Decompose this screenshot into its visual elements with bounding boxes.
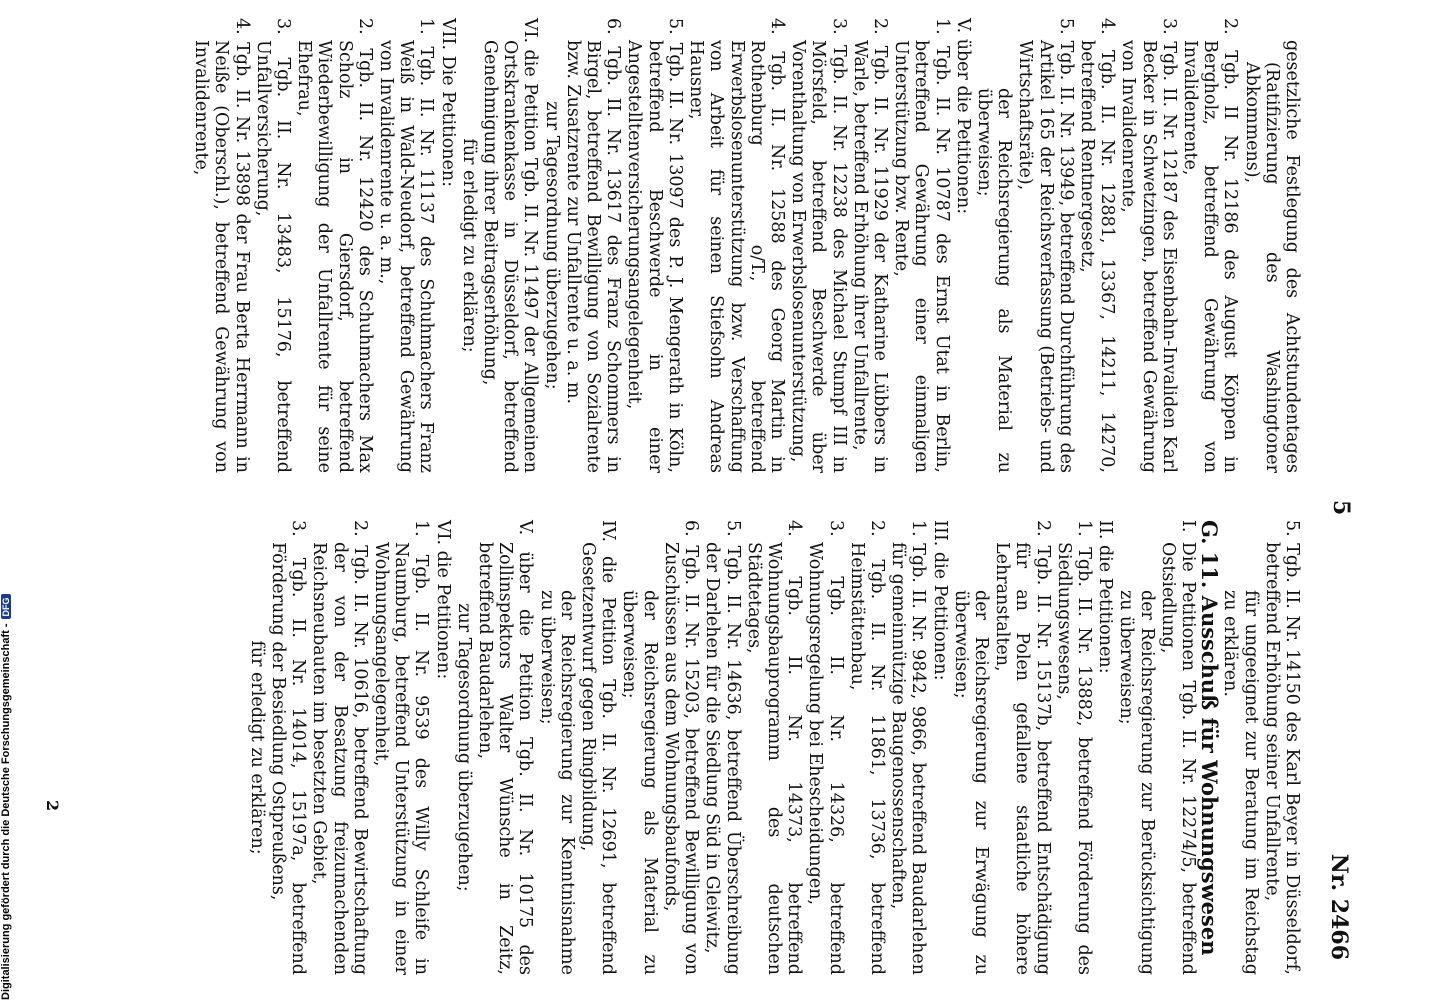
section-label: IV. die Petition Tgb. II. Nr. 12691, betreffend Gesetzentwurf gegen Ringbildung, xyxy=(578,520,619,975)
list-item: 2. Tgb. II. Nr. 11861, 13736, betreffend Heimstättenbau, xyxy=(846,520,887,975)
section-heading: G. 11. Ausschuß für Wohnungswesen xyxy=(1197,520,1223,956)
section-label: V. über die Petition Tgb. II. Nr. 10175 des Zollinspektors Walter Wünsche in Zeitz, betreffend Baudarlehen, xyxy=(475,520,536,975)
list-item: 5. Tgb. II. Nr. 14636, betreffend Überschreibung der Darlehen für die Siedlung Süd in Gleiwitz, xyxy=(702,520,743,975)
list-item: 1. Tgb. II. Nr. 11137 des Schuhmachers Franz Weiß in Wald-Neudorf, betreffend Gewährung von Invalidenrente u. a. m., xyxy=(376,18,437,473)
list-item: 4. Tgb. II. Nr. 13898 der Frau Berta Herrmann in Neiße (Oberschl.), betreffend Gewährung von Invalidenrente, xyxy=(191,18,252,473)
left-column xyxy=(190,18,1302,473)
list-item: 6. Tgb. II. Nr. 13617 des Franz Schommers in Birgel, betreffend Bewilligung von Sozialrente bzw. Zusatzrente zur Unfallrente u. a. m. xyxy=(562,18,624,473)
resolution-line: der Reichsregierung zur Erwägung zu überweisen; xyxy=(950,590,991,975)
list-item: 1. Tgb. II. Nr. 10787 des Ernst Utat in Berlin, betreffend Gewährung einer einmaligen Unterstützung bzw. Rente, xyxy=(891,18,952,473)
section-label: VII. Die Petitionen: xyxy=(437,18,458,188)
document-number: Nr. 2466 xyxy=(1326,853,1352,960)
list-item: 1. Tgb. II. Nr. 9842, 9866, betreffend Baudarlehen für gemeinnützige Baugenossenschaften, xyxy=(888,520,929,975)
dfg-logo: DFG xyxy=(1,594,11,619)
resolution-line: für erledigt zu erklären; xyxy=(458,138,479,353)
list-item: 4. Tgb. II. Nr. 12588 des Georg Martin in Rothenburg o/T., betreffend Erwerbslosenunterstützung bzw. Verschaffung von Arbeit für seinen Stiefsohn Andreas Hausner, xyxy=(686,18,787,473)
list-item: 5. Tgb. II. Nr. 14150 des Karl Beyer in Düsseldorf, betreffend Erhöhung seiner Unfallrente, xyxy=(1261,520,1302,975)
signature-mark: 2 xyxy=(43,800,62,812)
list-item: 1. Tgb. II. Nr. 13882, betreffend Förderung des Siedlungswesens, xyxy=(1053,520,1094,975)
list-item: 2. Tgb. II. Nr. 15137b, betreffend Entschädigung für an Polen gefallene staatliche höhere Lehranstalten, xyxy=(992,520,1053,975)
list-item: 1. Tgb. II. Nr. 9539 des Willy Schleife in Naumburg, betreffend Unterstützung in einer Wohnungsangelegenheit, xyxy=(371,520,432,975)
resolution-line: für erledigt zu erklären; xyxy=(246,640,267,855)
list-item: 5. Tgb. II. Nr. 13097 des P. J. Mengerath in Köln, betreffend Beschwerde in einer Angestelltenversicherungsangelegenheit, xyxy=(624,18,685,473)
list-item: 3. Tgb. II. Nr. 12187 des Eisenbahn-Invaliden Karl Becker in Schwetzingen, betreffend Gewährung von Invalidenrente, xyxy=(1118,18,1179,473)
list-item: 5. Tgb. II. Nr. 13949, betreffend Durchführung des Artikel 165 der Reichsverfassung (Betriebs- und Wirtschaftsräte), xyxy=(1015,18,1076,473)
rotated-page xyxy=(32,0,1362,1000)
list-item: I. Die Petitionen Tgb. II. Nr. 12274/5, betreffend Ostsiedlung, xyxy=(1157,520,1198,975)
list-item: 4. Tgb. II. Nr. 12881, 13367, 14211, 14270, betreffend Rentnergesetz, xyxy=(1076,18,1118,473)
list-item: 3. Tgb. II. Nr. 12238 des Michael Stumpf III in Mörsfeld, betreffend Beschwerde über Vorenthaltung von Erwerbslosenunterstützung, xyxy=(788,18,849,473)
list-item: 2. Tgb. II. Nr. 10616, betreffend Bewirtschaftung der von der Besatzung freizumachenden Reichsneubauten im besetzten Gebiet, xyxy=(309,520,370,975)
list-item: 3. Tgb. II. Nr. 14326, betreffend Wohnungsregelung bei Ehescheidungen, xyxy=(805,520,846,975)
list-item: 3. Tgb. II. Nr. 13483, 15176, betreffend Unfallversicherung, xyxy=(252,18,294,473)
list-item: 4. Tgb. II. Nr. 14373, betreffend Wohnungsbauprogramm des deutschen Städtetages, xyxy=(743,520,805,975)
section-label: V. über die Petitionen: xyxy=(952,18,973,215)
list-item: 2. Tgb. II Nr. 12186 des August Köppen in Bergholz, betreffend Gewährung von Invalidenrente, xyxy=(1179,18,1241,473)
resolution-line: der Reichsregierung als Material zu überweisen; xyxy=(619,590,660,975)
resolution-line: zur Tagesordnung überzugehen; xyxy=(453,603,474,892)
resolution-line: der Reichsregierung zur Kenntnisnahme zu überweisen; xyxy=(536,590,577,975)
section-label: III. die Petitionen: xyxy=(929,520,950,681)
resolution-line: der Reichsregierung zur Berücksichtigung zu überweisen; xyxy=(1116,590,1157,975)
page-header xyxy=(1314,0,1354,1000)
credit-text: Digitalisierung gefördert durch die Deutsche Forschungsgemeinschaft - xyxy=(0,623,12,1000)
digitization-credit xyxy=(0,0,16,1000)
list-item: 6. Tgb. II. Nr. 15203, betreffend Bewilligung von Zuschüssen aus dem Wohnungsbaufonds, xyxy=(660,520,702,975)
section-label: VI. die Petition Tgb. II. Nr. 11497 der Allgemeinen Ortskrankenkasse in Düsseldorf, betreffend Genehmigung ihrer Beitragserhöhung, xyxy=(480,18,541,473)
list-item: 3. Tgb. II. Nr. 14014, 15197a, betreffend Förderung der Besiedlung Ostpreußens, xyxy=(268,520,309,975)
section-label: VI. die Petitionen: xyxy=(432,520,453,680)
resolution-line: zur Tagesordnung überzugehen; xyxy=(541,101,562,390)
paragraph: gesetzliche Festlegung des Achtstundentages (Ratifizierung des Washingtoner Abkommens), xyxy=(1241,40,1302,473)
resolution-line: der Reichsregierung als Material zu überweisen; xyxy=(973,88,1015,473)
resolution-line: für ungeeignet zur Beratung im Reichstag zu erklären. xyxy=(1220,590,1261,975)
list-item: 2. Tgb. II. Nr. 11929 der Katharine Lübbers in Warle, betreffend Erhöhung ihrer Unfallrente, xyxy=(849,18,890,473)
list-item: 2. Tgb. II. Nr. 12420 des Schuhmachers Max Scholz in Giersdorf, betreffend Wiederbewilligung der Unfallrente für seine Ehefrau, xyxy=(294,18,375,473)
right-column xyxy=(246,520,1302,975)
page-number: 5 xyxy=(1328,500,1354,516)
section-label: II. die Petitionen: xyxy=(1095,520,1116,674)
